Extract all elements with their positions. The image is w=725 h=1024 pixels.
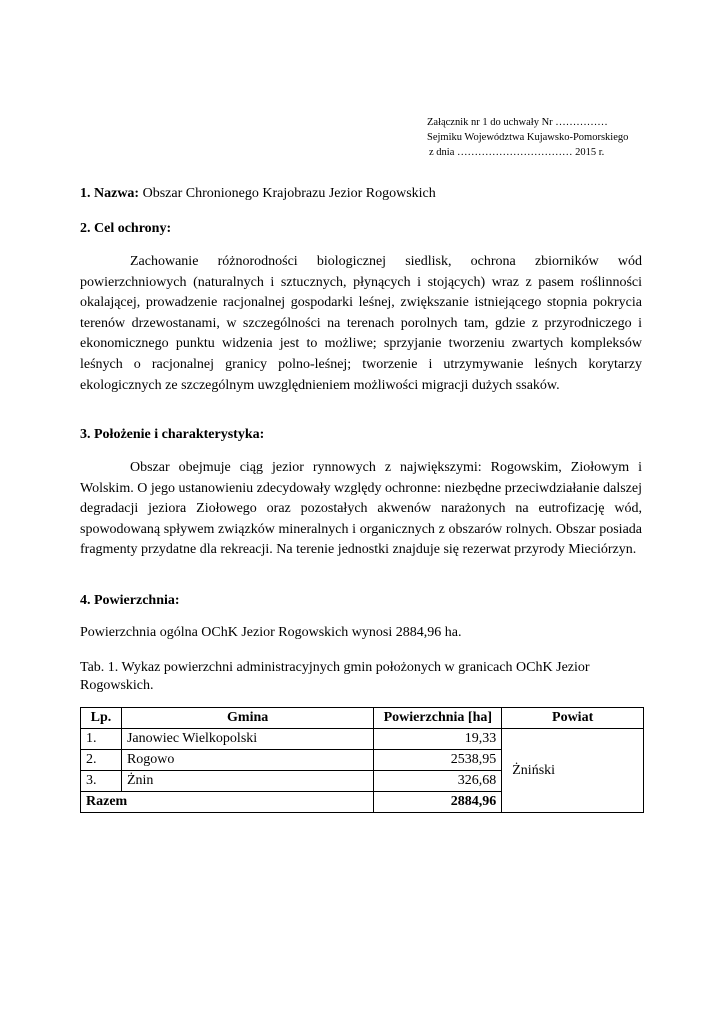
section-name-label: 1. Nazwa: <box>80 186 140 201</box>
row-powiat: Żniński <box>502 729 644 813</box>
row-area: 19,33 <box>374 729 502 750</box>
section-location-heading <box>80 426 264 444</box>
row-lp: 2. <box>81 750 122 771</box>
row-gmina: Janowiec Wielkopolski <box>121 729 373 750</box>
table-header-row <box>81 708 644 729</box>
row-area: 2538,95 <box>374 750 502 771</box>
header-lp: Lp. <box>81 708 122 729</box>
section-goal-title: 2. Cel ochrony: <box>80 221 172 236</box>
area-table <box>80 707 644 813</box>
row-gmina: Żnin <box>121 771 373 792</box>
section-area-heading <box>80 592 180 610</box>
header-powiat: Powiat <box>502 708 644 729</box>
header-area: Powierzchnia [ha] <box>374 708 502 729</box>
row-lp: 1. <box>81 729 122 750</box>
document-header <box>427 115 628 160</box>
section-name <box>80 185 436 203</box>
table-row <box>81 729 644 750</box>
header-line-annex: Załącznik nr 1 do uchwały Nr …………… <box>427 117 608 128</box>
header-line-date: z dnia …………………………… 2015 r. <box>429 147 605 158</box>
total-label: Razem <box>81 792 374 813</box>
table-caption: Tab. 1. Wykaz powierzchni administracyjnych gmin położonych w granicach OChK Jezior Rogowskich. <box>80 660 590 693</box>
row-lp: 3. <box>81 771 122 792</box>
section-goal-text <box>80 252 642 396</box>
section-area-title: 4. Powierzchnia: <box>80 593 180 608</box>
section-goal-heading <box>80 220 171 238</box>
header-line-sejmik: Sejmiku Województwa Kujawsko-Pomorskiego <box>427 132 629 143</box>
row-area: 326,68 <box>374 771 502 792</box>
section-goal-body: Zachowanie różnorodności biologicznej siedlisk, ochrona zbiorników wód powierzchniowych (naturalnych i sztucznych, płynących i stojących) wraz z pasem roślinności okalającej, prowadzenie racjonalnej gospodarki leśnej, zwiększanie istniejącego stopnia pokrycia terenów drzewostanami, w szczególności na terenach porolnych tam, gdzie z przyrodniczego i ekonomicznego punktu widzenia jest to możliwe; sprzyjanie tworzeniu zwartych kompleksów leśnych o racjonalnej granicy polno-leśnej; tworzenie i utrzymywanie leśnych korytarzy ekologicznych ze szczególnym uwzględnieniem możliwości migracji dużych ssaków. <box>80 254 642 393</box>
section-location-title: 3. Położenie i charakterystyka: <box>80 427 265 442</box>
header-gmina: Gmina <box>121 708 373 729</box>
section-location-body: Obszar obejmuje ciąg jezior rynnowych z największymi: Rogowskim, Ziołowym i Wolskim. O jego ustanowieniu zdecydowały względy ochronne: niezbędne przeciwdziałanie dalszej degradacji jeziora Ziołowego oraz pozostałych akwenów narażonych na eutrofizację wód, spowodowaną spływem związków mineralnych i organicznych z obszarów rolnych. Obszar posiada fragmenty przydatne dla rekreacji. Na terenie jednostki znajduje się rezerwat przyrody Mieciórzyn. <box>80 460 642 558</box>
area-total-text: Powierzchnia ogólna OChK Jezior Rogowskich wynosi 2884,96 ha. <box>80 625 462 640</box>
section-location-text <box>80 458 642 561</box>
total-value: 2884,96 <box>374 792 502 813</box>
section-name-value: Obszar Chronionego Krajobrazu Jezior Rogowskich <box>142 186 436 201</box>
row-gmina: Rogowo <box>121 750 373 771</box>
